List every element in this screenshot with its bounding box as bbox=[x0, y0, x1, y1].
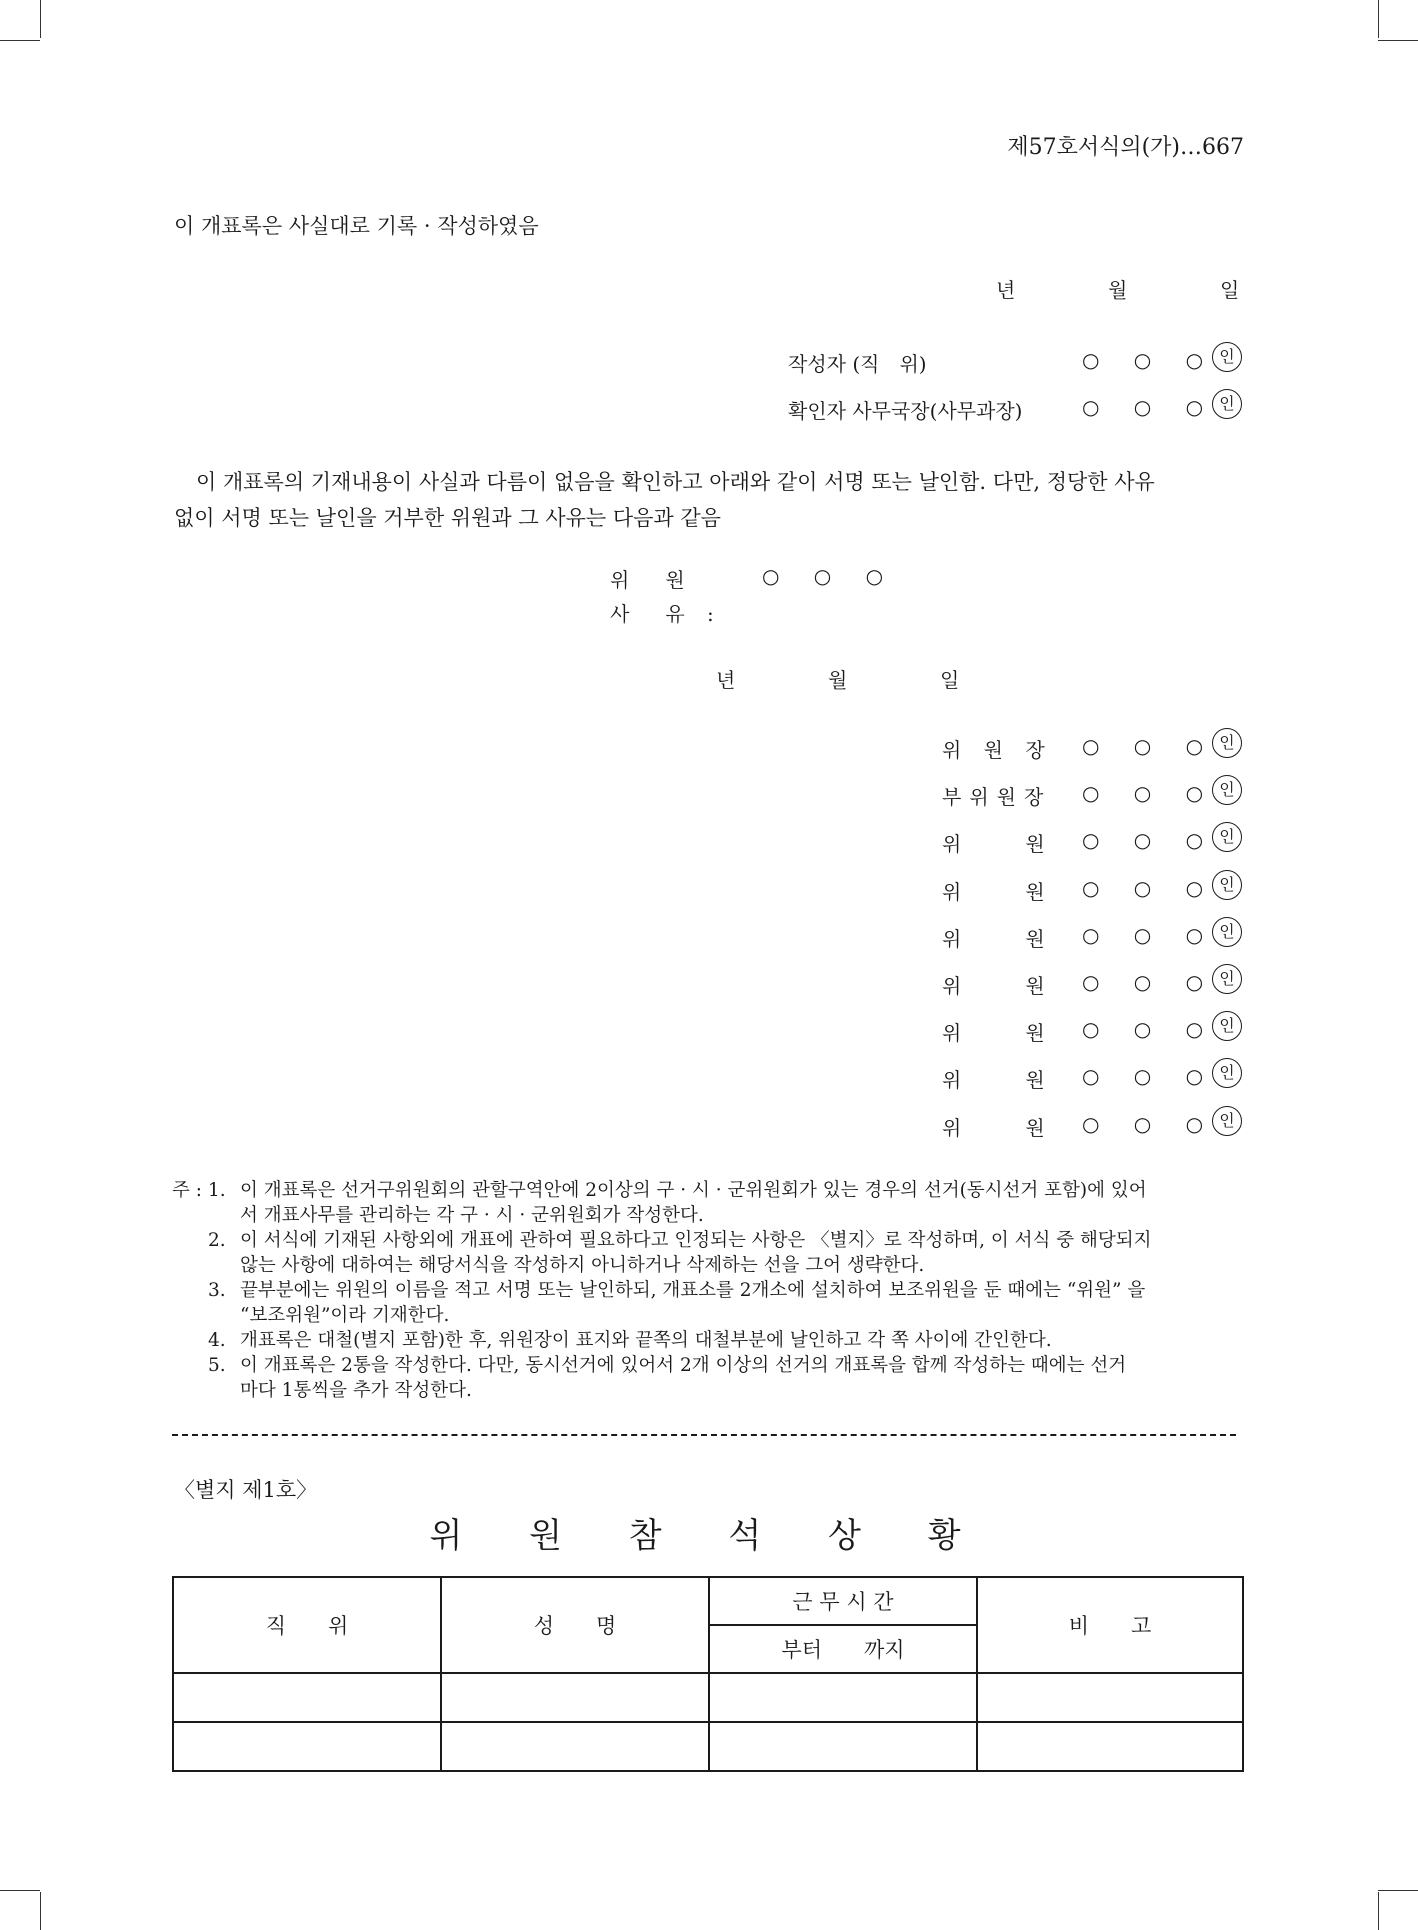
crop-mark bbox=[0, 1890, 40, 1891]
seal-stamp: 인 bbox=[1212, 342, 1242, 372]
signatory-seal-wrap bbox=[1212, 1058, 1242, 1088]
note-number: 1. bbox=[208, 1180, 226, 1201]
signatory-seal-wrap bbox=[1212, 964, 1242, 994]
signatory-seal-wrap bbox=[1212, 728, 1242, 758]
signatory-title: 위 원 bbox=[942, 1115, 1053, 1140]
notes-lead: 주 : bbox=[172, 1180, 202, 1201]
signatory-name: ○ ○ ○ bbox=[1082, 1064, 1218, 1089]
note-line: 않는 사항에 대하여는 해당서식을 작성하지 아니하거나 삭제하는 선을 그어 생략한다. bbox=[240, 1255, 925, 1276]
seal-stamp: 인 bbox=[1212, 964, 1242, 994]
signatory-name: ○ ○ ○ bbox=[1082, 970, 1218, 994]
cell-remarks[interactable] bbox=[977, 1673, 1243, 1722]
signatory-title: 위 원 bbox=[942, 1021, 1053, 1046]
header-position: 직 위 bbox=[173, 1577, 441, 1673]
cell-position[interactable] bbox=[173, 1722, 441, 1771]
cell-name[interactable] bbox=[441, 1722, 709, 1771]
signatory-name: ○ ○ ○ bbox=[1082, 922, 1218, 947]
seal-stamp: 인 bbox=[1212, 728, 1242, 758]
confirm-paragraph-line1: 이 개표록의 기재내용이 사실과 다름이 없음을 확인하고 아래와 같이 서명 또는 날인함. 다만, 정당한 사유 bbox=[196, 470, 1155, 494]
refusal-member-name: ○ ○ ○ bbox=[762, 564, 898, 588]
signatory-name: ○ ○ ○ bbox=[1082, 875, 1218, 900]
signatory-title: 위 원 bbox=[942, 832, 1053, 857]
refusal-member-label: 위 원 bbox=[610, 568, 693, 592]
signatory-seal-wrap bbox=[1212, 822, 1242, 852]
signatory-title: 위 원 bbox=[942, 974, 1053, 998]
signatory-title: 위 원 bbox=[942, 1068, 1053, 1093]
statement: 이 개표록은 사실대로 기록 · 작성하였음 bbox=[174, 214, 539, 238]
note-line: 이 개표록은 2통을 작성한다. 다만, 동시선거에 있어서 2개 이상의 선거의 개표록을 합께 작성하는 때에는 선거 bbox=[240, 1355, 1127, 1376]
note-number: 3. bbox=[208, 1280, 226, 1301]
seal-stamp: 인 bbox=[1212, 389, 1242, 419]
header-remarks: 비 고 bbox=[977, 1577, 1243, 1673]
confirmer-seal-wrap bbox=[1212, 389, 1242, 419]
refusal-reason-label: 사 유 : bbox=[610, 602, 722, 626]
cell-name[interactable] bbox=[441, 1673, 709, 1722]
note-line: 끝부분에는 위원의 이름을 적고 서명 또는 날인하되, 개표소를 2개소에 설치하여 보조위원을 둔 때에는 “위원” 을 bbox=[240, 1280, 1146, 1301]
header-hours: 근 무 시 간 bbox=[709, 1577, 977, 1625]
appendix-title: 위 원 참 석 상 황 bbox=[429, 1516, 989, 1556]
note-line: 개표록은 대철(별지 포함)한 후, 위원장이 표지와 끝쪽의 대철부분에 날인하고 각 쪽 사이에 간인한다. bbox=[240, 1330, 1052, 1351]
note-item bbox=[172, 1328, 1244, 1353]
note-item bbox=[172, 1178, 1244, 1228]
signatory-name: ○ ○ ○ bbox=[1082, 781, 1218, 806]
signatory-seal-wrap bbox=[1212, 917, 1242, 947]
note-line: 서 개표사무를 관리하는 각 구 · 시 · 군위원회가 작성한다. bbox=[240, 1205, 704, 1226]
signatory-title: 위 원 bbox=[942, 879, 1053, 904]
writer-seal-wrap bbox=[1212, 342, 1242, 372]
crop-mark bbox=[40, 1892, 41, 1930]
header-name: 성 명 bbox=[441, 1577, 709, 1673]
date-day: 일 bbox=[1220, 278, 1240, 302]
seal-stamp: 인 bbox=[1212, 1058, 1242, 1088]
date-month: 월 bbox=[1108, 278, 1128, 302]
note-number: 5. bbox=[208, 1355, 226, 1376]
crop-mark bbox=[40, 0, 41, 38]
signatory-name: ○ ○ ○ bbox=[1082, 734, 1218, 758]
note-item bbox=[172, 1353, 1244, 1403]
note-line: 마다 1통씩을 추가 작성한다. bbox=[240, 1380, 472, 1401]
cell-remarks[interactable] bbox=[977, 1722, 1243, 1771]
note-item bbox=[172, 1278, 1244, 1328]
note-number: 2. bbox=[208, 1230, 226, 1251]
crop-mark bbox=[1378, 0, 1379, 38]
crop-mark bbox=[1378, 40, 1418, 41]
date2-day: 일 bbox=[940, 668, 960, 692]
attendance-table bbox=[172, 1576, 1244, 1772]
signatory-seal-wrap bbox=[1212, 1011, 1242, 1041]
signatory-name: ○ ○ ○ bbox=[1082, 1111, 1218, 1136]
cell-hours[interactable] bbox=[709, 1673, 977, 1722]
note-line: “보조위원”이라 기재한다. bbox=[240, 1305, 450, 1326]
note-line: 이 서식에 기재된 사항외에 개표에 관하여 필요하다고 인정되는 사항은 〈별지〉로 작성하며, 이 서식 중 해당되지 bbox=[240, 1230, 1152, 1251]
notes bbox=[172, 1178, 1244, 1403]
cell-position[interactable] bbox=[173, 1673, 441, 1722]
crop-mark bbox=[0, 40, 40, 41]
date2-year: 년 bbox=[716, 668, 736, 692]
note-number: 4. bbox=[208, 1330, 226, 1351]
crop-mark bbox=[1378, 1890, 1418, 1891]
writer-name: ○ ○ ○ bbox=[1082, 348, 1218, 372]
confirm-paragraph-line2: 없이 서명 또는 날인을 거부한 위원과 그 사유는 다음과 같음 bbox=[174, 506, 721, 530]
note-line: 이 개표록은 선거구위원회의 관할구역안에 2이상의 구 · 시 · 군위원회가 있는 경우의 선거(동시선거 포함)에 있어 bbox=[240, 1180, 1147, 1201]
signatory-seal-wrap bbox=[1212, 870, 1242, 900]
signatory-name: ○ ○ ○ bbox=[1082, 828, 1218, 853]
signatory-seal-wrap bbox=[1212, 1106, 1242, 1136]
form-number: 제57호서식의(가)…667 bbox=[1007, 135, 1244, 160]
seal-stamp: 인 bbox=[1212, 775, 1242, 805]
seal-stamp: 인 bbox=[1212, 870, 1242, 900]
crop-mark bbox=[1378, 1892, 1379, 1930]
seal-stamp: 인 bbox=[1212, 1011, 1242, 1041]
signatory-title: 부위원장 bbox=[942, 785, 1052, 810]
date2-month: 월 bbox=[828, 668, 848, 692]
cell-hours[interactable] bbox=[709, 1722, 977, 1771]
note-item bbox=[172, 1228, 1244, 1278]
confirmer-name: ○ ○ ○ bbox=[1082, 395, 1218, 419]
appendix-label: 〈별지 제1호〉 bbox=[174, 1478, 318, 1502]
signatory-name: ○ ○ ○ bbox=[1082, 1017, 1218, 1042]
signatory-title: 위 원 장 bbox=[942, 738, 1053, 762]
header-from-to: 부터 까지 bbox=[709, 1625, 977, 1673]
seal-stamp: 인 bbox=[1212, 917, 1242, 947]
dashed-separator bbox=[172, 1434, 1236, 1436]
signatory-seal-wrap bbox=[1212, 775, 1242, 805]
date-year: 년 bbox=[996, 278, 1016, 302]
writer-label: 작성자 (직 위) bbox=[788, 352, 927, 376]
seal-stamp: 인 bbox=[1212, 822, 1242, 852]
confirmer-label: 확인자 사무국장(사무과장) bbox=[788, 399, 1023, 423]
seal-stamp: 인 bbox=[1212, 1106, 1242, 1136]
signatory-title: 위 원 bbox=[942, 926, 1053, 951]
